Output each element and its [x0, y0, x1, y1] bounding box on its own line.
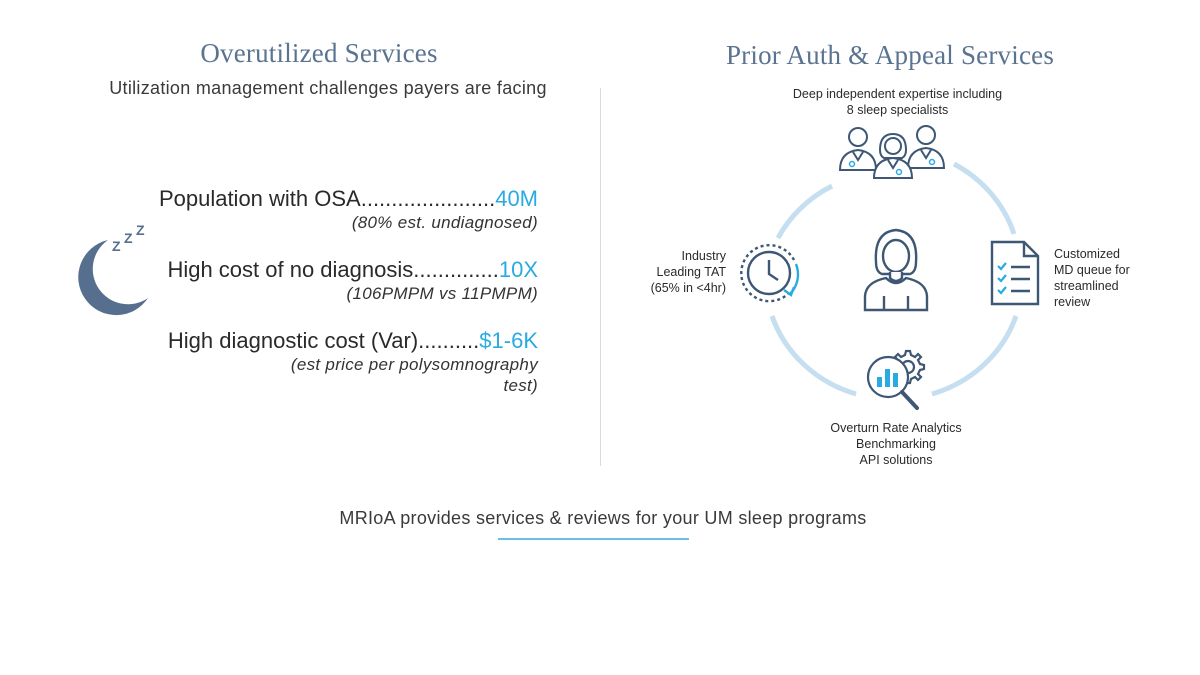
- label-line: MD queue for: [1054, 263, 1130, 277]
- label-line: Deep independent expertise including: [792, 87, 1003, 101]
- doctors-group-icon: [836, 122, 950, 180]
- stat-dots: ..............: [413, 257, 499, 282]
- label-line: Overturn Rate Analytics: [830, 421, 962, 435]
- specialists-label: [760, 86, 1035, 118]
- stat-dots: ..........: [418, 328, 480, 353]
- label-line: review: [1054, 295, 1091, 309]
- label-line: Leading TAT: [656, 265, 726, 279]
- svg-text:Z: Z: [124, 230, 133, 246]
- label-line: Customized: [1054, 247, 1120, 261]
- svg-text:Z: Z: [112, 238, 121, 254]
- stat-line: [118, 186, 538, 212]
- stat-value: 40M: [495, 186, 538, 211]
- label-line: Benchmarking: [856, 437, 936, 451]
- stat-value: $1-6K: [479, 328, 538, 353]
- stat-line: [118, 328, 538, 354]
- label-line: API solutions: [859, 453, 933, 467]
- md-queue-label: [1054, 246, 1164, 310]
- stat-line: [118, 257, 538, 283]
- stat-population-osa: [118, 186, 538, 233]
- stat-label: High cost of no diagnosis: [167, 257, 414, 282]
- stat-note: test): [503, 376, 538, 395]
- footer-underline: [498, 538, 689, 540]
- label-line: Industry: [681, 249, 726, 263]
- analytics-label: [780, 420, 1012, 468]
- clock-tat-icon: [738, 242, 804, 304]
- stat-dots: ......................: [360, 186, 496, 211]
- tat-label: [620, 248, 726, 296]
- reviewer-person-icon: [862, 226, 930, 312]
- column-divider: [600, 88, 601, 466]
- analytics-gear-magnifier-icon: [862, 345, 928, 413]
- label-line: 8 sleep specialists: [846, 103, 949, 117]
- right-section-title: Prior Auth & Appeal Services: [725, 40, 1055, 70]
- svg-text:Z: Z: [136, 222, 145, 238]
- stat-note: (106PMPM vs 11PMPM): [346, 284, 538, 303]
- checklist-document-icon: [990, 240, 1040, 306]
- footer-tagline: MRIoA provides services & reviews for your UM sleep programs: [339, 508, 867, 528]
- stat-note: (est price per polysomnography: [290, 355, 538, 374]
- stat-diagnostic-cost: [118, 328, 538, 396]
- stat-note: (80% est. undiagnosed): [351, 213, 538, 232]
- label-line: (65% in <4hr): [650, 281, 726, 295]
- left-section-title: Overutilized Services: [200, 38, 438, 68]
- stat-cost-no-diagnosis: [118, 257, 538, 304]
- left-section-subtitle: Utilization management challenges payers are facing: [109, 78, 547, 98]
- stat-label: Population with OSA: [158, 186, 361, 211]
- label-line: streamlined: [1054, 279, 1119, 293]
- stat-value: 10X: [498, 257, 538, 282]
- stat-label: High diagnostic cost (Var): [167, 328, 419, 353]
